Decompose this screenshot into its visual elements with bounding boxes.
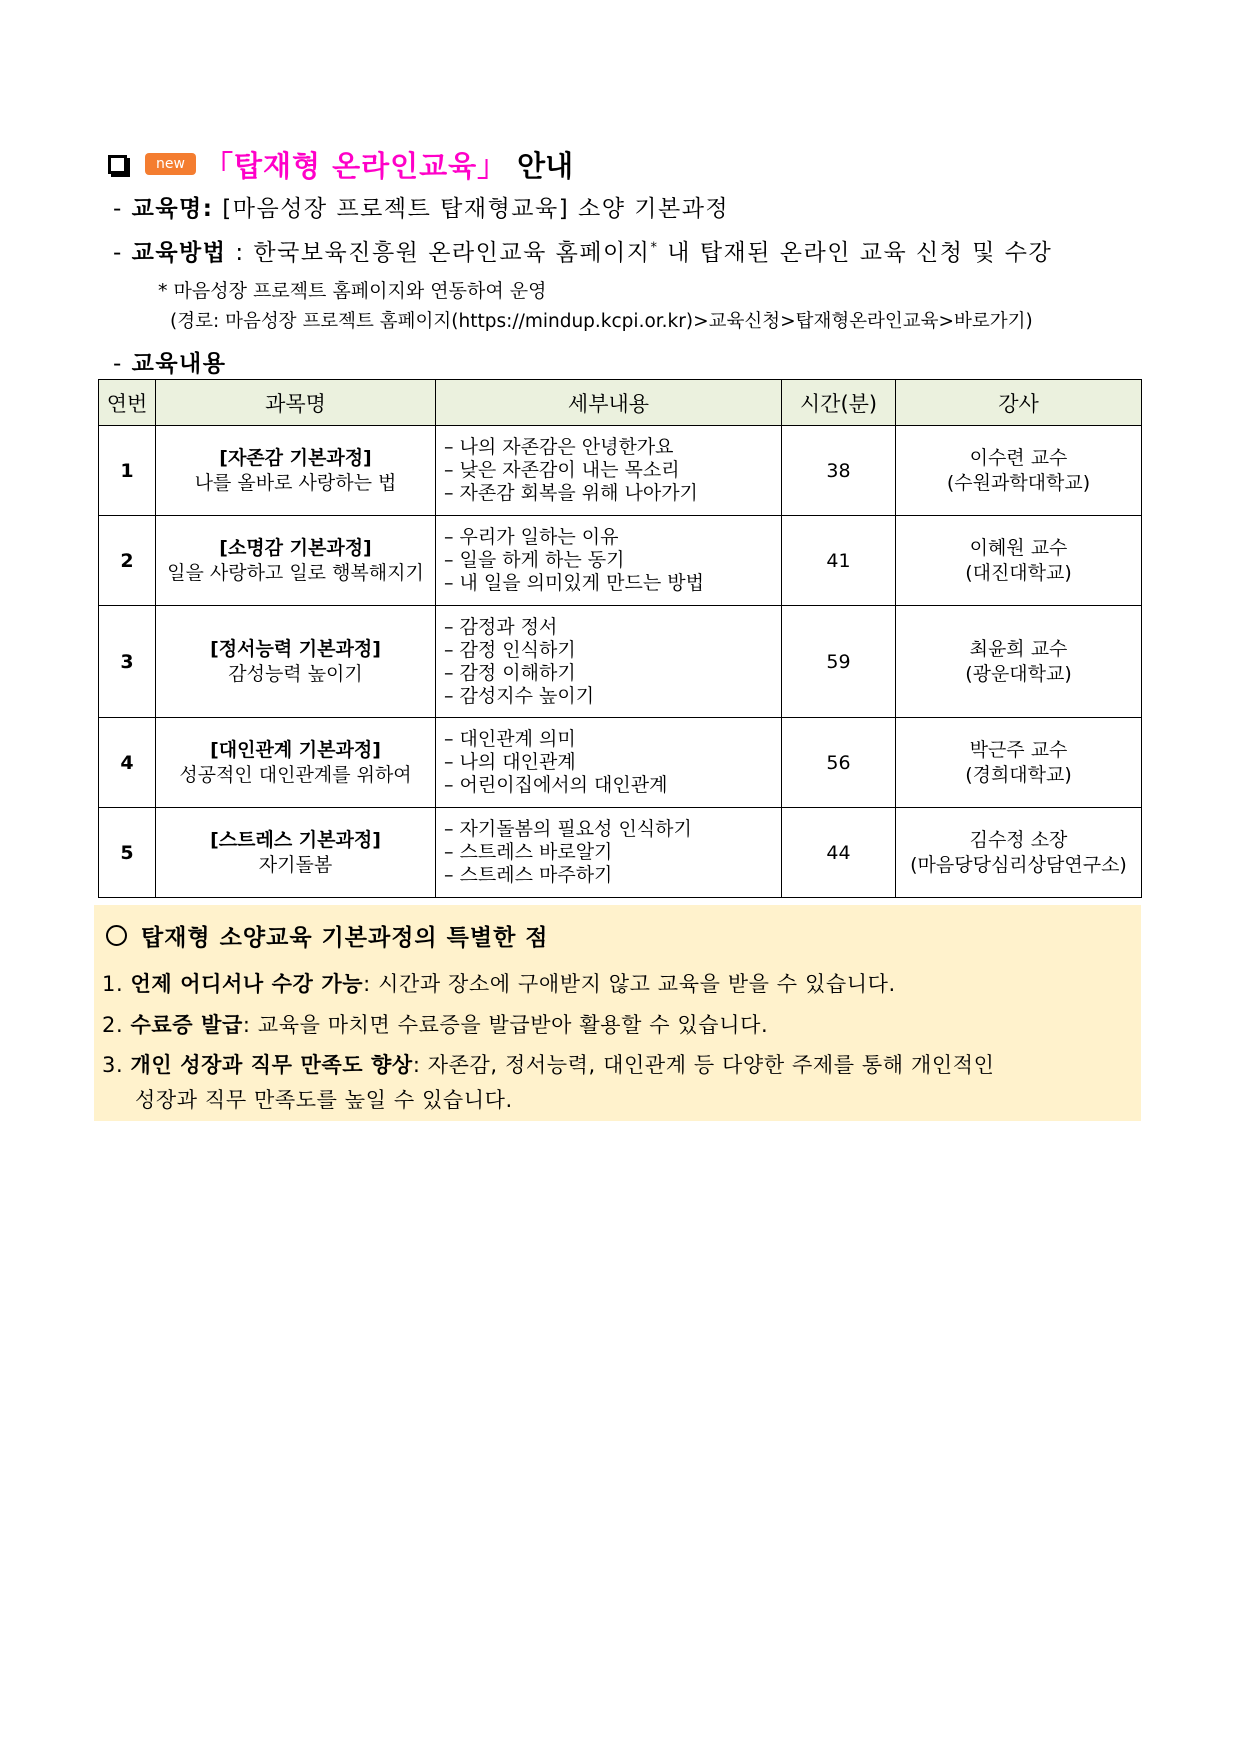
instructor-name: 박근주 교수 xyxy=(969,738,1068,761)
time-cell: 44 xyxy=(782,808,896,898)
detail-item: – 감정 인식하기 xyxy=(444,638,576,661)
instructor-name: 최윤희 교수 xyxy=(969,637,1068,660)
instructor-affiliation: (광운대학교) xyxy=(965,662,1072,685)
special-item xyxy=(102,1009,768,1039)
course-title: [스트레스 기본과정] xyxy=(210,828,381,851)
time-cell: 56 xyxy=(782,718,896,808)
detail-cell xyxy=(436,516,782,606)
course-subtitle: 일을 사랑하고 일로 행복해지기 xyxy=(167,561,424,584)
detail-cell xyxy=(436,808,782,898)
new-badge: new xyxy=(145,153,196,175)
course-subtitle: 자기돌봄 xyxy=(258,853,333,876)
instructor-cell xyxy=(896,718,1142,808)
special-title-text: 탑재형 소양교육 기본과정의 특별한 점 xyxy=(141,925,549,951)
table-row xyxy=(99,426,1142,516)
course-title: [소명감 기본과정] xyxy=(219,536,372,559)
method-tail: 내 탑재된 온라인 교육 신청 및 수강 xyxy=(667,240,1053,266)
detail-item: – 자기돌봄의 필요성 인식하기 xyxy=(444,818,692,840)
note-path: (경로: 마음성장 프로젝트 홈페이지(https://mindup.kcpi.or.kr)>교육신청>탑재형온라인교육>바로가기) xyxy=(170,311,1033,332)
time-cell: 38 xyxy=(782,426,896,516)
method-label: 교육방법 xyxy=(131,240,227,266)
section-heading xyxy=(108,143,573,185)
header-subject: 과목명 xyxy=(156,380,436,426)
header-time: 시간(분) xyxy=(782,380,896,426)
content-line: - 교육내용 xyxy=(113,351,227,377)
course-cell xyxy=(156,516,436,606)
course-name-line: - 교육명: [마음성장 프로젝트 탑재형교육] 소양 기본과정 xyxy=(113,196,730,222)
item-text: : 자존감, 정서능력, 대인관계 등 다양한 주제를 통해 개인적인 xyxy=(412,1053,995,1077)
detail-item: – 일을 하게 하는 동기 xyxy=(444,549,625,571)
detail-item: – 나의 자존감은 안녕한가요 xyxy=(444,436,674,458)
detail-item: – 낮은 자존감이 내는 목소리 xyxy=(444,459,680,481)
item-text: : 시간과 장소에 구애받지 않고 교육을 받을 수 있습니다. xyxy=(363,972,896,996)
course-subtitle: 성공적인 대인관계를 위하여 xyxy=(179,763,412,786)
special-title xyxy=(106,919,549,952)
detail-item: – 내 일을 의미있게 만드는 방법 xyxy=(444,572,704,594)
instructor-affiliation: (경희대학교) xyxy=(965,763,1072,786)
content-label: 교육내용 xyxy=(131,351,227,377)
detail-cell xyxy=(436,426,782,516)
time-cell: 41 xyxy=(782,516,896,606)
item-number: 3. xyxy=(102,1053,124,1077)
instructor-cell xyxy=(896,426,1142,516)
course-cell xyxy=(156,606,436,718)
detail-item: – 감정 이해하기 xyxy=(444,661,576,684)
detail-item: – 스트레스 마주하기 xyxy=(444,864,613,886)
note-integration: * 마음성장 프로젝트 홈페이지와 연동하여 운영 xyxy=(158,280,547,302)
header-instructor: 강사 xyxy=(896,380,1142,426)
detail-item: – 감정과 정서 xyxy=(444,615,558,638)
detail-cell xyxy=(436,718,782,808)
course-cell xyxy=(156,426,436,516)
item-label: 수료증 발급 xyxy=(130,1013,243,1037)
course-subtitle: 감성능력 높이기 xyxy=(228,662,363,685)
item-number: 1. xyxy=(102,972,124,996)
circle-bullet-icon xyxy=(106,925,127,946)
row-number: 3 xyxy=(99,606,156,718)
instructor-cell xyxy=(896,516,1142,606)
item-text: : 교육을 마치면 수료증을 발급받아 활용할 수 있습니다. xyxy=(242,1013,769,1037)
instructor-name: 이수련 교수 xyxy=(969,446,1068,469)
header-number: 연번 xyxy=(99,380,156,426)
detail-item: – 대인관계 의미 xyxy=(444,728,576,750)
course-name-label: 교육명: xyxy=(131,196,214,222)
row-number: 2 xyxy=(99,516,156,606)
course-title: [대인관계 기본과정] xyxy=(210,738,381,761)
course-title: [자존감 기본과정] xyxy=(219,446,372,469)
special-item-continuation: 성장과 직무 만족도를 높일 수 있습니다. xyxy=(135,1088,513,1112)
course-subtitle: 나를 올바로 사랑하는 법 xyxy=(194,471,397,494)
special-item xyxy=(102,968,896,998)
course-name-value: [마음성장 프로젝트 탑재형교육] 소양 기본과정 xyxy=(222,196,730,222)
row-number: 1 xyxy=(99,426,156,516)
table-row xyxy=(99,606,1142,718)
table-header-row xyxy=(99,380,1142,426)
detail-cell xyxy=(436,606,782,718)
detail-item: – 우리가 일하는 이유 xyxy=(444,526,619,548)
instructor-affiliation: (수원과학대학교) xyxy=(946,471,1091,494)
detail-item: – 어린이집에서의 대인관계 xyxy=(444,774,668,796)
checkbox-bullet-icon xyxy=(108,155,127,174)
special-points-box xyxy=(94,905,1141,1121)
heading-title: 「탑재형 온라인교육」 xyxy=(203,148,508,183)
method-value: : 한국보육진흥원 온라인교육 홈페이지 xyxy=(235,240,651,266)
method-footnote-mark: * xyxy=(650,240,659,256)
table-row xyxy=(99,516,1142,606)
method-line: - 교육방법 : 한국보육진흥원 온라인교육 홈페이지* 내 탑재된 온라인 교육 신청 및 수강 xyxy=(113,240,1053,266)
item-label: 개인 성장과 직무 만족도 향상 xyxy=(130,1053,413,1077)
course-cell xyxy=(156,808,436,898)
detail-item: – 자존감 회복을 위해 나아가기 xyxy=(444,482,698,504)
instructor-affiliation: (대진대학교) xyxy=(965,561,1072,584)
row-number: 5 xyxy=(99,808,156,898)
item-label: 언제 어디서나 수강 가능 xyxy=(130,972,364,996)
detail-item: – 스트레스 바로알기 xyxy=(444,841,613,863)
time-cell: 59 xyxy=(782,606,896,718)
table-row xyxy=(99,718,1142,808)
instructor-cell xyxy=(896,808,1142,898)
header-details: 세부내용 xyxy=(436,380,782,426)
detail-item: – 나의 대인관계 xyxy=(444,751,576,773)
instructor-name: 김수정 소장 xyxy=(969,828,1068,851)
course-table xyxy=(98,379,1142,898)
course-title: [정서능력 기본과정] xyxy=(210,637,381,660)
heading-suffix: 안내 xyxy=(517,148,574,183)
item-number: 2. xyxy=(102,1013,124,1037)
instructor-cell xyxy=(896,606,1142,718)
detail-item: – 감성지수 높이기 xyxy=(444,684,595,707)
row-number: 4 xyxy=(99,718,156,808)
special-item xyxy=(102,1049,995,1079)
course-cell xyxy=(156,718,436,808)
instructor-name: 이혜원 교수 xyxy=(969,536,1068,559)
table-row xyxy=(99,808,1142,898)
instructor-affiliation: (마음당당심리상담연구소) xyxy=(910,853,1127,876)
